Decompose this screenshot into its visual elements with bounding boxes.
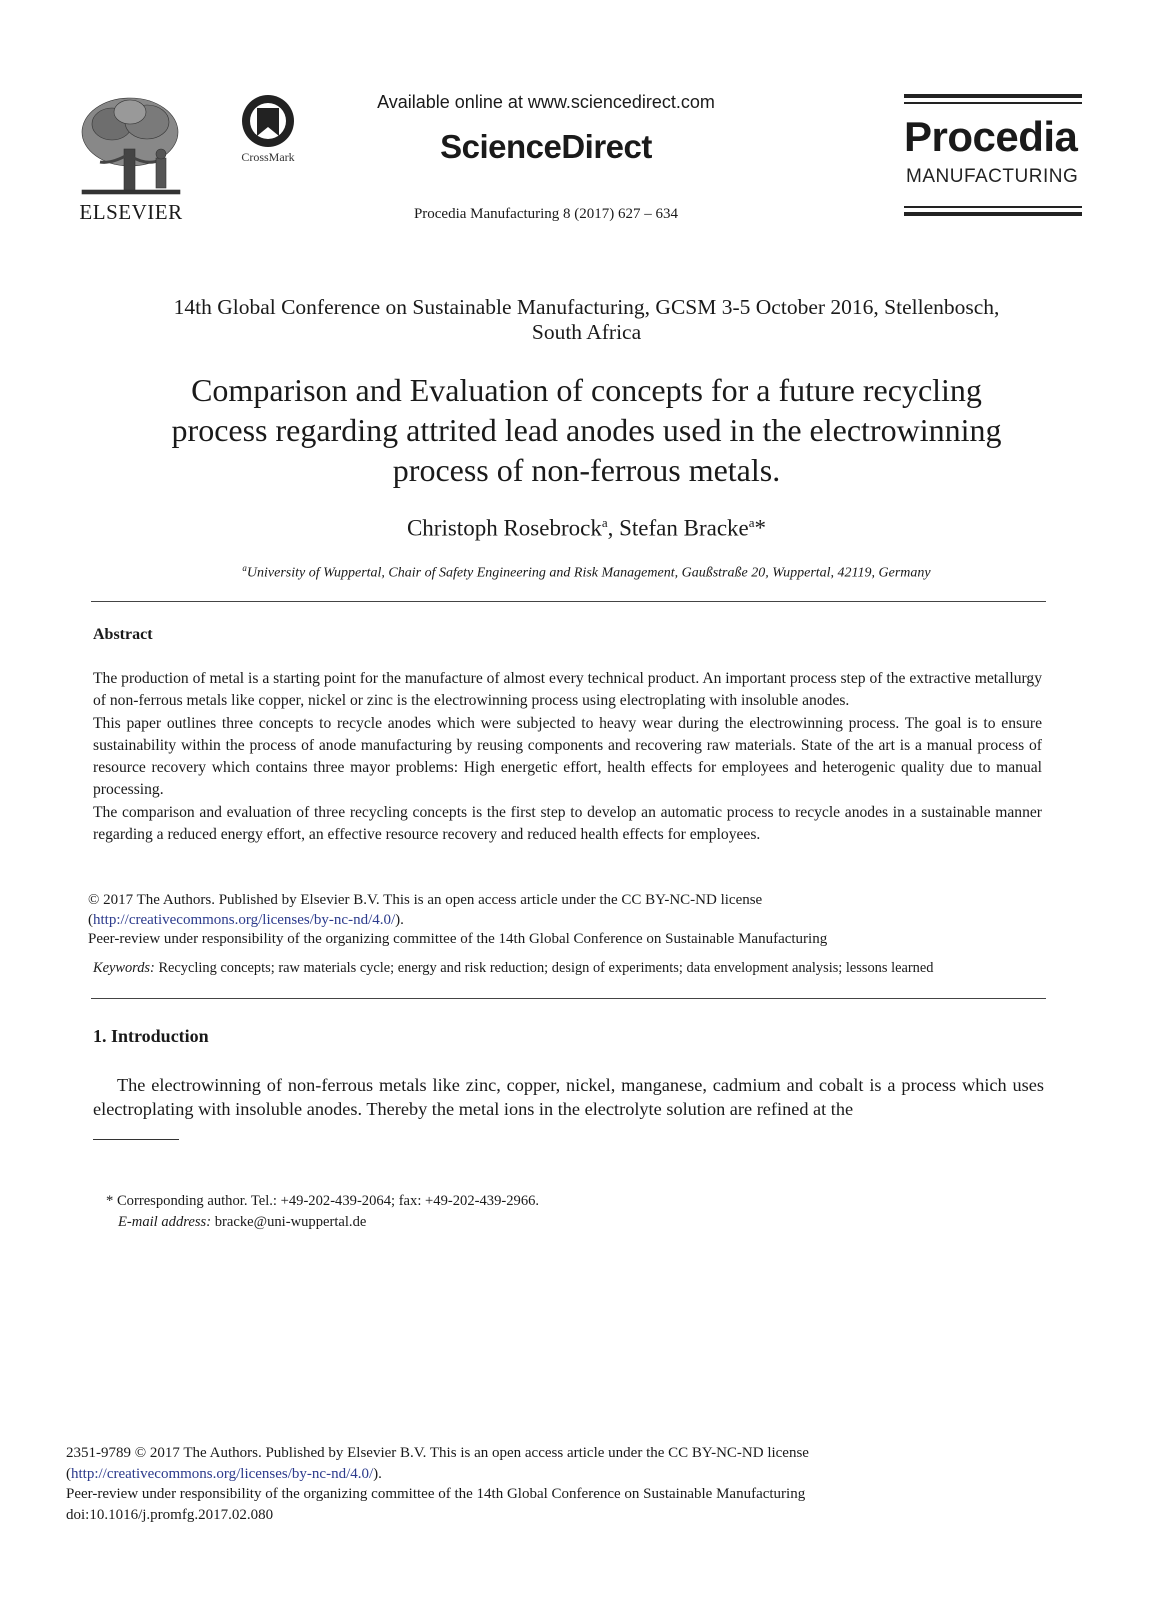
footer-doi[interactable]: doi:10.1016/j.promfg.2017.02.080 <box>66 1506 274 1523</box>
conference-line-2: South Africa <box>531 320 642 344</box>
abstract-paragraph-2: This paper outlines three concepts to recycle anodes which were subjected to heavy wear during the electrowinning process. The goal is to ensure sustainability within the process of anode manufacturing by reusing components and recovering raw materials. State of the art is a manual process of resource recovery which contains three mayor problems: High energetic effort, health effects for employees and heterogenic quality due to manual processing. <box>93 714 1042 799</box>
article-title <box>60 370 1113 490</box>
elsevier-logo <box>72 94 190 224</box>
procedia-top-rule-thick <box>904 94 1082 98</box>
elsevier-tree-icon <box>72 94 190 198</box>
footer-url-line <box>66 1464 1066 1485</box>
title-line-2: process regarding attrited lead anodes used in the electrowinning <box>171 412 1002 448</box>
license-close-paren: ). <box>395 911 404 928</box>
author-2-affiliation: a <box>748 515 755 530</box>
affiliation-text: University of Wuppertal, Chair of Safety Engineering and Risk Management, Gaußstraße 20, Wuppertal, 42119, Germany <box>246 565 931 581</box>
email-label: E-mail address: <box>118 1214 212 1230</box>
license-url-line <box>88 911 1048 931</box>
crossmark-label: CrossMark <box>241 150 295 164</box>
license-url-link[interactable]: http://creativecommons.org/licenses/by-nc-nd/4.0/ <box>93 911 396 928</box>
conference-line-1: 14th Global Conference on Sustainable Manufacturing, GCSM 3-5 October 2016, Stellenbosch, <box>173 295 1000 319</box>
available-online: Available online at www.sciencedirect.com <box>377 92 715 112</box>
procedia-top-rule-thin <box>904 102 1082 104</box>
footer-issn-license: 2351-9789 © 2017 The Authors. Published by Elsevier B.V. This is an open access article under the CC BY-NC-ND license <box>66 1445 809 1461</box>
keywords-label: Keywords: <box>93 960 155 976</box>
email-line <box>106 1212 539 1233</box>
abstract-heading: Abstract <box>93 626 153 643</box>
author-1-affiliation: a <box>601 515 608 530</box>
divider-top <box>91 601 1046 602</box>
abstract-body <box>93 668 1042 846</box>
abstract-paragraph-1: The production of metal is a starting point for the manufacture of almost every technical product. An important process step of the extractive metallurgy of non-ferrous metals like copper, nickel or zinc is the electrowinning process using electroplating with insoluble anodes. <box>93 670 1042 710</box>
footer-peer-review: Peer-review under responsibility of the organizing committee of the 14th Global Conference on Sustainable Manufacturing <box>66 1486 806 1502</box>
footnote-separator <box>93 1139 179 1140</box>
license-open-paren: ( <box>88 911 93 928</box>
footer-license-link[interactable]: http://creativecommons.org/licenses/by-nc-nd/4.0/ <box>71 1465 374 1482</box>
abstract-paragraph-3: The comparison and evaluation of three recycling concepts is the first step to develop an automatic process to recycle anodes in a sustainable manner regarding a reduced energy effort, an effective resource recovery and reduced health effects for employees. <box>93 803 1042 844</box>
author-list <box>60 515 1113 542</box>
procedia-wordmark: Procedia <box>904 113 1078 160</box>
author-separator: , <box>607 515 620 541</box>
email-address[interactable]: bracke@uni-wuppertal.de <box>214 1214 367 1230</box>
keywords-text: Recycling concepts; raw materials cycle; energy and risk reduction; design of experiments; data envelopment analysis; lessons learned <box>158 960 934 976</box>
author-1: Christoph Rosebrock <box>406 515 602 541</box>
peer-review-line: Peer-review under responsibility of the organizing committee of the 14th Global Conference on Sustainable Manufacturing <box>88 931 828 947</box>
procedia-subtitle: MANUFACTURING <box>906 166 1079 187</box>
corresponding-star: * <box>754 515 767 541</box>
footer-open-paren: ( <box>66 1465 71 1482</box>
journal-citation: Procedia Manufacturing 8 (2017) 627 – 634 <box>413 206 679 222</box>
corresponding-author: * Corresponding author. Tel.: +49-202-439-2064; fax: +49-202-439-2966. <box>106 1193 540 1209</box>
crossmark-icon <box>232 94 304 150</box>
publisher-name: ELSEVIER <box>79 200 183 224</box>
procedia-bottom-rule-thin <box>904 206 1082 208</box>
affiliation <box>60 563 1113 582</box>
procedia-bottom-rule-thick <box>904 212 1082 216</box>
license-block <box>88 891 1048 950</box>
license-line: © 2017 The Authors. Published by Elsevier B.V. This is an open access article under the CC BY-NC-ND license <box>88 892 763 908</box>
sciencedirect-logo: ScienceDirect <box>440 128 652 165</box>
title-line-1: Comparison and Evaluation of concepts for a future recycling <box>191 372 982 408</box>
footer-close-paren: ). <box>373 1465 382 1482</box>
title-line-3: process of non-ferrous metals. <box>392 452 781 488</box>
divider-bottom <box>91 998 1046 999</box>
crossmark-logo[interactable] <box>232 94 304 168</box>
keywords <box>93 960 1048 977</box>
page-footer <box>66 1443 1066 1525</box>
conference-name <box>60 295 1113 345</box>
procedia-logo <box>904 94 1082 222</box>
affiliation-marker: a <box>242 563 247 573</box>
introduction-paragraph: The electrowinning of non-ferrous metals like zinc, copper, nickel, manganese, cadmium and cobalt is a process which uses electroplating with insoluble anodes. Thereby the metal ions in the electrolyte solution are refined at the <box>93 1075 1044 1119</box>
section-heading-introduction: 1. Introduction <box>93 1026 209 1046</box>
footnote <box>106 1191 539 1233</box>
author-2: Stefan Bracke <box>619 515 749 541</box>
